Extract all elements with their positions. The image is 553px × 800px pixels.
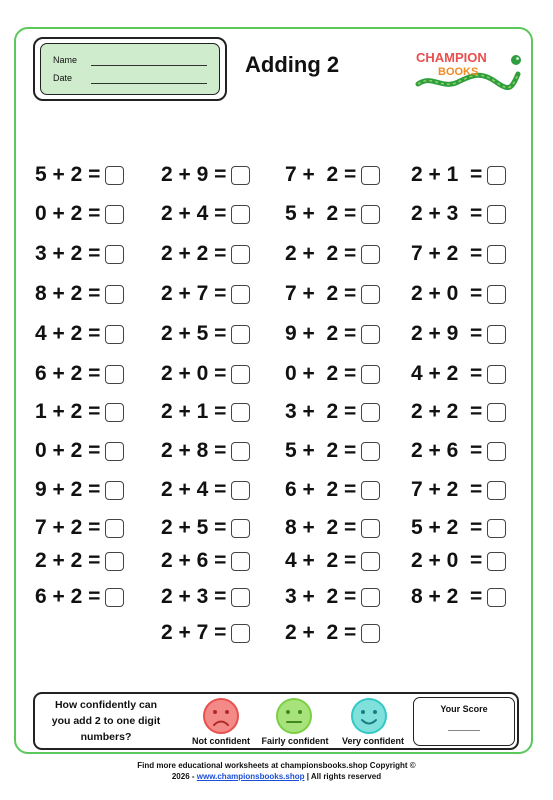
answer-box[interactable] [361,481,380,500]
answer-box[interactable] [231,552,250,571]
problem-c1-r7 [35,399,124,425]
problem-c2-r11 [161,548,250,574]
answer-box[interactable] [487,365,506,384]
problem-text: 7 + 2 = [411,478,483,501]
problem-text: 7 + 2 = [285,163,357,186]
problem-c3-r2 [285,201,380,227]
problem-c4-r11 [411,548,506,574]
answer-box[interactable] [231,624,250,643]
problem-c3-r13 [285,620,380,646]
problem-c2-r8 [161,438,250,464]
answer-box[interactable] [231,588,250,607]
problem-text: 3 + 2 = [35,242,101,265]
problem-c3-r6 [285,361,380,387]
answer-box[interactable] [231,403,250,422]
answer-box[interactable] [487,403,506,422]
answer-box[interactable] [487,442,506,461]
problem-text: 6 + 2 = [35,362,101,385]
problem-text: 2 + 1 = [411,163,483,186]
problem-c2-r4 [161,281,250,307]
answer-box[interactable] [361,245,380,264]
name-date-panel [40,43,220,95]
problem-c4-r5 [411,321,506,347]
answer-box[interactable] [487,519,506,538]
problem-text: 2 + 2 = [285,242,357,265]
answer-box[interactable] [105,403,124,422]
answer-box[interactable] [231,325,250,344]
problem-text: 8 + 2 = [285,516,357,539]
answer-box[interactable] [487,166,506,185]
page-border [14,27,533,754]
problem-text: 2 + 6 = [161,549,227,572]
problem-c1-r9 [35,477,124,503]
answer-box[interactable] [105,588,124,607]
worksheet-title: Adding 2 [245,52,340,77]
happy-face-icon[interactable] [350,697,388,735]
champion-books-logo [412,44,522,94]
answer-box[interactable] [361,325,380,344]
problem-c3-r12 [285,584,380,610]
problem-c3-r5 [285,321,380,347]
answer-box[interactable] [231,442,250,461]
answer-box[interactable] [231,205,250,224]
fairly-confident-label: Fairly confident [261,736,329,746]
problem-text: 7 + 2 = [35,516,101,539]
problem-c4-r2 [411,201,506,227]
problem-text: 9 + 2 = [35,478,101,501]
problem-text: 2 + 1 = [161,400,227,423]
name-label: Name [53,55,78,65]
problem-c3-r11 [285,548,380,574]
answer-box[interactable] [361,588,380,607]
svg-text:BOOKS: BOOKS [438,66,479,78]
answer-box[interactable] [487,552,506,571]
website-link[interactable]: www.championsbooks.shop [196,772,305,781]
problem-text: 3 + 2 = [285,585,357,608]
answer-box[interactable] [105,481,124,500]
problem-text: 7 + 2 = [285,282,357,305]
problem-c3-r7 [285,399,380,425]
problem-c2-r9 [161,477,250,503]
sad-face-icon[interactable] [202,697,240,735]
copyright-line-2 [0,771,553,782]
problem-text: 2 + 4 = [161,202,227,225]
answer-box[interactable] [361,519,380,538]
problem-text: 4 + 2 = [35,322,101,345]
problem-c3-r1 [285,162,380,188]
answer-box[interactable] [231,519,250,538]
score-label: Your Score [440,704,488,714]
problem-c1-r6 [35,361,124,387]
problem-c1-r8 [35,438,124,464]
score-box [413,697,515,746]
problem-text: 2 + 5 = [161,516,227,539]
problem-c1-r12 [35,584,124,610]
neutral-face-icon[interactable] [275,697,313,735]
problem-text: 2 + 9 = [161,163,227,186]
answer-box[interactable] [105,205,124,224]
problem-text: 8 + 2 = [35,282,101,305]
answer-box[interactable] [487,205,506,224]
answer-box[interactable] [487,481,506,500]
problem-text: 2 + 6 = [411,439,483,462]
problem-c2-r12 [161,584,250,610]
problem-text: 2 + 3 = [411,202,483,225]
problem-c4-r12 [411,584,506,610]
problem-c4-r4 [411,281,506,307]
answer-box[interactable] [105,552,124,571]
problem-text: 7 + 2 = [411,242,483,265]
answer-box[interactable] [231,245,250,264]
answer-box[interactable] [361,365,380,384]
problem-text: 2 + 0 = [411,282,483,305]
problem-text: 6 + 2 = [35,585,101,608]
problem-c1-r11 [35,548,124,574]
answer-box[interactable] [105,166,124,185]
problem-text: 2 + 8 = [161,439,227,462]
answer-box[interactable] [105,442,124,461]
problem-text: 4 + 2 = [411,362,483,385]
answer-box[interactable] [231,285,250,304]
problem-c3-r8 [285,438,380,464]
problem-c2-r2 [161,201,250,227]
problem-c1-r5 [35,321,124,347]
score-field[interactable] [448,730,480,731]
answer-box[interactable] [231,365,250,384]
problem-text: 8 + 2 = [411,585,483,608]
problem-text: 2 + 2 = [285,621,357,644]
problem-text: 2 + 5 = [161,322,227,345]
problem-text: 2 + 7 = [161,282,227,305]
problem-text: 0 + 2 = [35,202,101,225]
problem-text: 2 + 4 = [161,478,227,501]
problem-c4-r1 [411,162,506,188]
very-confident-label: Very confident [341,736,404,746]
problem-text: 0 + 2 = [285,362,357,385]
problem-text: 2 + 9 = [411,322,483,345]
problem-c2-r6 [161,361,250,387]
problem-c1-r3 [35,241,124,267]
problem-c2-r5 [161,321,250,347]
problem-text: 9 + 2 = [285,322,357,345]
problem-c4-r7 [411,399,506,425]
problem-c4-r6 [411,361,506,387]
answer-box[interactable] [361,403,380,422]
answer-box[interactable] [361,166,380,185]
confidence-question: How confidently can you add 2 to one digit numbers? [51,699,161,743]
answer-box[interactable] [487,588,506,607]
copyright-year: 2026 - [171,772,197,781]
problem-text: 2 + 0 = [411,549,483,572]
answer-box[interactable] [105,245,124,264]
answer-box[interactable] [231,481,250,500]
problem-c3-r4 [285,281,380,307]
answer-box[interactable] [231,166,250,185]
answer-box[interactable] [105,285,124,304]
answer-box[interactable] [105,365,124,384]
answer-box[interactable] [361,205,380,224]
problem-c2-r10 [161,515,250,541]
answer-box[interactable] [487,245,506,264]
problem-text: 5 + 2 = [35,163,101,186]
date-label: Date [53,73,73,83]
problem-c4-r3 [411,241,506,267]
problem-text: 2 + 2 = [411,400,483,423]
problem-c2-r7 [161,399,250,425]
answer-box[interactable] [361,285,380,304]
problem-c4-r8 [411,438,506,464]
answer-box[interactable] [105,519,124,538]
problem-c4-r9 [411,477,506,503]
problem-text: 6 + 2 = [285,478,357,501]
problem-text: 1 + 2 = [35,400,101,423]
problem-c1-r2 [35,201,124,227]
problem-c2-r3 [161,241,250,267]
svg-text:CHAMPION: CHAMPION [416,50,487,65]
answer-box[interactable] [361,552,380,571]
problem-text: 3 + 2 = [285,400,357,423]
answer-box[interactable] [487,325,506,344]
problem-text: 2 + 0 = [161,362,227,385]
problem-text: 2 + 3 = [161,585,227,608]
problem-c4-r10 [411,515,506,541]
answer-box[interactable] [361,442,380,461]
not-confident-label: Not confident [192,736,250,746]
problem-c1-r10 [35,515,124,541]
problem-text: 2 + 7 = [161,621,227,644]
answer-box[interactable] [361,624,380,643]
problem-c3-r3 [285,241,380,267]
problem-text: 2 + 2 = [161,242,227,265]
problem-text: 5 + 2 = [411,516,483,539]
name-field[interactable] [91,65,207,66]
copyright-line-1: Find more educational worksheets at championsbooks.shop Copyright © [137,761,416,770]
answer-box[interactable] [487,285,506,304]
problem-text: 5 + 2 = [285,202,357,225]
problem-c2-r1 [161,162,250,188]
date-field[interactable] [91,83,207,84]
name-date-box [33,37,227,101]
problem-c2-r13 [161,620,250,646]
problem-c1-r1 [35,162,124,188]
problem-c1-r4 [35,281,124,307]
problem-text: 0 + 2 = [35,439,101,462]
copyright-rights: | All rights reserved [304,772,382,781]
problem-c3-r9 [285,477,380,503]
answer-box[interactable] [105,325,124,344]
problem-c3-r10 [285,515,380,541]
problem-text: 4 + 2 = [285,549,357,572]
problem-text: 5 + 2 = [285,439,357,462]
problem-text: 2 + 2 = [35,549,101,572]
